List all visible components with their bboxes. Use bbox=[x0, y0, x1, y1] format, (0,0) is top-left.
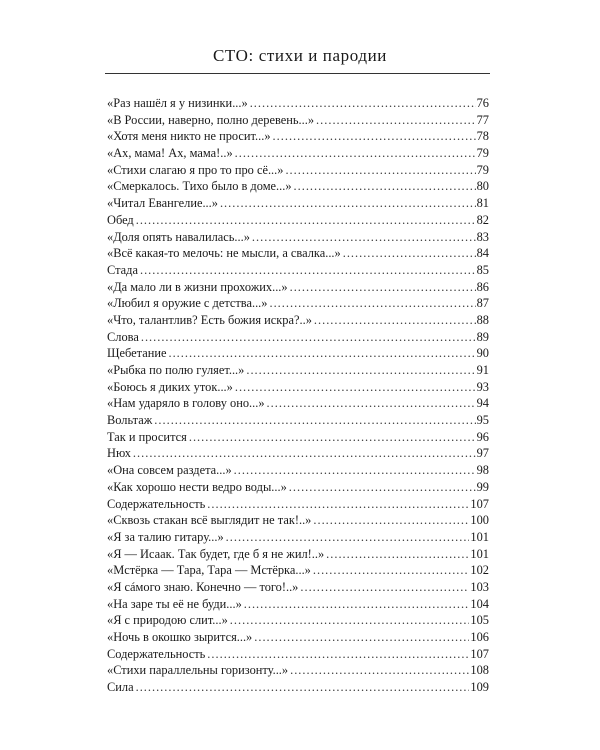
toc-entry-title: «Я — Исаак. Так будет, где б я не жил!..» bbox=[107, 546, 325, 561]
toc-leader-dots bbox=[294, 178, 476, 195]
toc-leader-dots bbox=[250, 95, 476, 112]
toc-entry-page: 96 bbox=[476, 429, 489, 444]
toc-entry-page: 101 bbox=[470, 529, 489, 544]
toc-entry[interactable] bbox=[107, 162, 489, 179]
toc-entry-title: «Она совсем раздета...» bbox=[107, 463, 232, 478]
toc-leader-dots bbox=[267, 395, 476, 412]
toc-entry[interactable] bbox=[107, 212, 489, 229]
toc-leader-dots bbox=[300, 579, 469, 596]
toc-entry-title: «Стихи параллельны горизонту...» bbox=[107, 663, 289, 678]
table-of-contents bbox=[107, 95, 489, 696]
toc-entry[interactable] bbox=[107, 295, 489, 312]
toc-entry-page: 109 bbox=[470, 680, 489, 695]
toc-leader-dots bbox=[136, 212, 476, 229]
toc-entry-title: «Я сáмого знаю. Конечно — того!..» bbox=[107, 579, 299, 594]
toc-entry[interactable] bbox=[107, 662, 489, 679]
header-rule bbox=[105, 73, 490, 74]
toc-entry-page: 98 bbox=[476, 463, 489, 478]
toc-leader-dots bbox=[154, 412, 475, 429]
toc-entry-title: «В России, наверно, полно деревень...» bbox=[107, 112, 315, 127]
toc-entry-title: «Боюсь я диких уток...» bbox=[107, 379, 233, 394]
toc-entry[interactable] bbox=[107, 312, 489, 329]
toc-leader-dots bbox=[289, 479, 476, 496]
toc-entry-title: «Как хорошо нести ведро воды...» bbox=[107, 479, 287, 494]
toc-leader-dots bbox=[246, 362, 475, 379]
toc-entry-title: «Всё какая-то мелочь: не мысли, а свалка...» bbox=[107, 246, 341, 261]
toc-leader-dots bbox=[133, 445, 476, 462]
toc-entry[interactable] bbox=[107, 429, 489, 446]
toc-leader-dots bbox=[230, 612, 470, 629]
toc-entry[interactable] bbox=[107, 229, 489, 246]
toc-entry-page: 79 bbox=[476, 162, 489, 177]
toc-entry-page: 89 bbox=[476, 329, 489, 344]
toc-entry[interactable] bbox=[107, 145, 489, 162]
toc-leader-dots bbox=[140, 262, 476, 279]
toc-entry-title: «Сквозь стакан всё выглядит не так!..» bbox=[107, 513, 312, 528]
toc-leader-dots bbox=[234, 462, 476, 479]
toc-entry[interactable] bbox=[107, 128, 489, 145]
toc-entry-title: Содержательность bbox=[107, 496, 206, 511]
toc-leader-dots bbox=[326, 546, 469, 563]
toc-leader-dots bbox=[141, 329, 476, 346]
toc-entry-title: «На заре ты её не буди...» bbox=[107, 596, 242, 611]
toc-entry-page: 97 bbox=[476, 446, 489, 461]
toc-entry-page: 90 bbox=[476, 346, 489, 361]
toc-entry-page: 87 bbox=[476, 296, 489, 311]
toc-entry-title: «Мстёрка — Тара, Тара — Мстёрка...» bbox=[107, 563, 311, 578]
toc-entry-title: Сила bbox=[107, 680, 134, 695]
toc-entry-page: 99 bbox=[476, 479, 489, 494]
toc-entry-page: 86 bbox=[476, 279, 489, 294]
toc-entry-title: «Что, талантлив? Есть божия искра?..» bbox=[107, 312, 312, 327]
toc-entry[interactable] bbox=[107, 395, 489, 412]
toc-entry[interactable] bbox=[107, 112, 489, 129]
toc-entry-page: 108 bbox=[470, 663, 489, 678]
toc-entry-title: «Любил я оружие с детства...» bbox=[107, 296, 268, 311]
toc-entry-title: Стада bbox=[107, 262, 138, 277]
toc-entry-page: 93 bbox=[476, 379, 489, 394]
toc-entry-page: 104 bbox=[470, 596, 489, 611]
toc-entry-page: 100 bbox=[470, 513, 489, 528]
toc-leader-dots bbox=[207, 496, 469, 513]
toc-entry-page: 107 bbox=[470, 496, 489, 511]
toc-leader-dots bbox=[136, 679, 470, 696]
toc-entry[interactable] bbox=[107, 262, 489, 279]
toc-leader-dots bbox=[220, 195, 476, 212]
toc-entry[interactable] bbox=[107, 245, 489, 262]
toc-entry[interactable] bbox=[107, 479, 489, 496]
toc-leader-dots bbox=[343, 245, 476, 262]
toc-leader-dots bbox=[207, 646, 469, 663]
toc-entry[interactable] bbox=[107, 379, 489, 396]
toc-entry-page: 94 bbox=[476, 396, 489, 411]
toc-leader-dots bbox=[273, 128, 476, 145]
toc-entry-page: 85 bbox=[476, 262, 489, 277]
toc-entry[interactable] bbox=[107, 362, 489, 379]
toc-entry-page: 91 bbox=[476, 363, 489, 377]
toc-entry-page: 78 bbox=[476, 129, 489, 144]
toc-leader-dots bbox=[244, 596, 470, 613]
toc-entry-title: «Хотя меня никто не просит...» bbox=[107, 129, 271, 144]
toc-entry-page: 101 bbox=[470, 546, 489, 561]
toc-entry-page: 82 bbox=[476, 212, 489, 227]
toc-entry-title: Так и просится bbox=[107, 429, 187, 444]
toc-entry-page: 80 bbox=[476, 179, 489, 194]
toc-entry-page: 105 bbox=[470, 613, 489, 628]
toc-leader-dots bbox=[290, 662, 469, 679]
toc-entry-title: «Ночь в окошко зырится...» bbox=[107, 630, 253, 644]
toc-entry[interactable] bbox=[107, 279, 489, 296]
toc-entry-title: «Смеркалось. Тихо было в доме...» bbox=[107, 179, 292, 194]
toc-entry[interactable] bbox=[107, 612, 489, 629]
toc-entry-title: «Стихи слагаю я про то про сё...» bbox=[107, 162, 284, 177]
toc-entry[interactable] bbox=[107, 496, 489, 513]
toc-leader-dots bbox=[252, 229, 476, 246]
toc-entry[interactable] bbox=[107, 95, 489, 112]
toc-leader-dots bbox=[226, 529, 470, 546]
toc-entry-title: Щебетание bbox=[107, 346, 167, 361]
toc-entry-title: «Раз нашёл я у низинки...» bbox=[107, 96, 248, 110]
toc-leader-dots bbox=[168, 345, 475, 362]
toc-entry-title: Слова bbox=[107, 329, 139, 344]
toc-leader-dots bbox=[313, 512, 469, 529]
toc-entry-title: «Я за талию гитару...» bbox=[107, 529, 224, 544]
toc-leader-dots bbox=[235, 379, 476, 396]
toc-entry[interactable] bbox=[107, 546, 489, 563]
toc-entry[interactable] bbox=[107, 512, 489, 529]
toc-entry[interactable] bbox=[107, 462, 489, 479]
toc-entry-page: 76 bbox=[476, 96, 489, 110]
toc-entry[interactable] bbox=[107, 629, 489, 646]
toc-entry-title: «Я с природою слит...» bbox=[107, 613, 228, 628]
toc-leader-dots bbox=[189, 429, 476, 446]
toc-entry[interactable] bbox=[107, 562, 489, 579]
toc-entry[interactable] bbox=[107, 679, 489, 696]
toc-entry-page: 83 bbox=[476, 229, 489, 244]
toc-entry-page: 77 bbox=[476, 112, 489, 127]
toc-entry-page: 102 bbox=[470, 563, 489, 578]
toc-entry[interactable] bbox=[107, 529, 489, 546]
toc-entry-title: «Ах, мама! Ах, мама!..» bbox=[107, 146, 233, 161]
toc-leader-dots bbox=[314, 312, 476, 329]
toc-entry[interactable] bbox=[107, 412, 489, 429]
toc-entry-page: 88 bbox=[476, 312, 489, 327]
toc-entry-title: «Да мало ли в жизни прохожих...» bbox=[107, 279, 288, 294]
toc-entry-title: «Рыбка по полю гуляет...» bbox=[107, 363, 245, 377]
toc-entry-page: 84 bbox=[476, 246, 489, 261]
toc-leader-dots bbox=[316, 112, 476, 129]
toc-entry[interactable] bbox=[107, 345, 489, 362]
toc-entry[interactable] bbox=[107, 195, 489, 212]
toc-leader-dots bbox=[254, 629, 469, 646]
toc-entry-title: Содержательность bbox=[107, 646, 206, 661]
toc-leader-dots bbox=[313, 562, 470, 579]
toc-entry[interactable] bbox=[107, 596, 489, 613]
toc-entry[interactable] bbox=[107, 579, 489, 596]
toc-leader-dots bbox=[235, 145, 476, 162]
toc-entry-title: «Читал Евангелие...» bbox=[107, 196, 218, 211]
toc-leader-dots bbox=[285, 162, 475, 179]
running-title: СТО: стихи и пародии bbox=[212, 46, 387, 65]
toc-entry[interactable] bbox=[107, 329, 489, 346]
toc-leader-dots bbox=[290, 279, 476, 296]
toc-entry-title: «Нам ударяло в голову оно...» bbox=[107, 396, 265, 411]
toc-entry-title: Обед bbox=[107, 212, 134, 227]
toc-entry-page: 95 bbox=[476, 413, 489, 428]
toc-entry-page: 103 bbox=[470, 579, 489, 594]
toc-entry-title: Нюх bbox=[107, 446, 131, 461]
toc-entry-page: 79 bbox=[476, 146, 489, 161]
toc-entry-title: «Доля опять навалилась...» bbox=[107, 229, 250, 244]
toc-entry-page: 106 bbox=[470, 630, 489, 644]
toc-entry-page: 81 bbox=[476, 196, 489, 211]
toc-entry-page: 107 bbox=[470, 646, 489, 661]
toc-leader-dots bbox=[269, 295, 475, 312]
toc-entry[interactable] bbox=[107, 178, 489, 195]
toc-entry-title: Вольтаж bbox=[107, 413, 153, 428]
toc-entry[interactable] bbox=[107, 445, 489, 462]
toc-entry[interactable] bbox=[107, 646, 489, 663]
